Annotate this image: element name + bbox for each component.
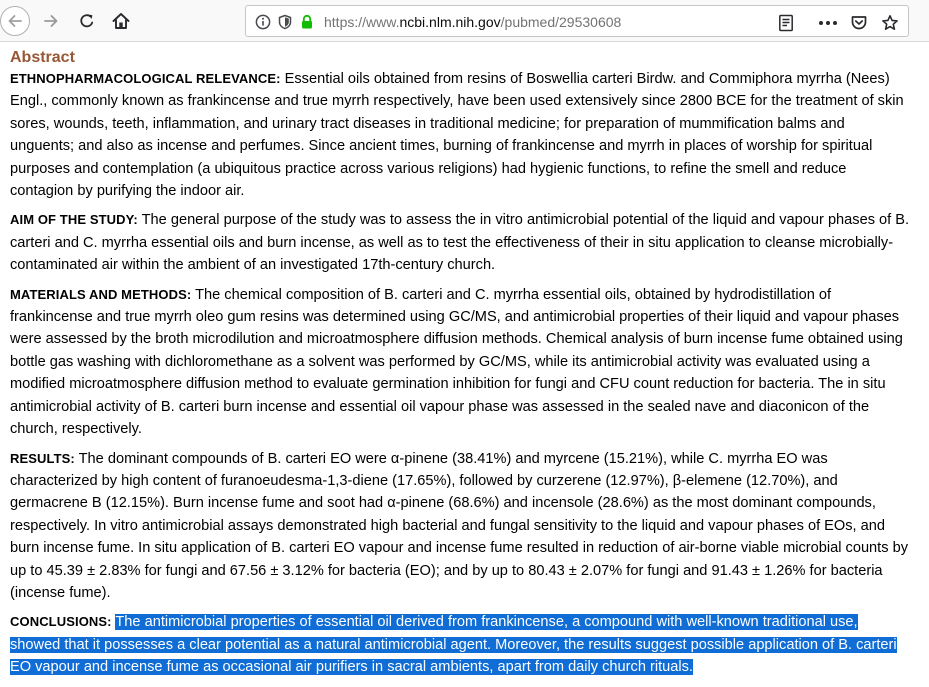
- reader-view-icon: [778, 14, 794, 32]
- section-text: The chemical composition of B. carteri and C. myrrha essential oils, obtained by hydrodistillation of frankincense and true myrrh oleo gum resins was determined using GC/MS, and antimicrobial properties of their liquid and vapour phases were assessed by the broth microdilution and microatmosphere diffusion methods. Chemical analysis of burn incense fume obtained using bottle gas washing with dichloromethane as a solvent was performed by GC/MS, while its antimicrobial activity was evaluated using a modified microatmosphere diffusion method to evaluate germination inhibition for fungi and CFU count reduction for bacteria. The in situ antimicrobial activity of B. carteri burn incense and essential oil vapour phase was assessed in the sealed nave and diaconicon of the church, respectively.: [10, 286, 903, 438]
- section-text: The dominant compounds of B. carteri EO were α-pinene (38.41%) and myrcene (15.21%), while C. myrrha EO was characterized by high content of furanoeudesma-1,3-diene (17.65%), followed by curzerene (12.97%), β-elemene (12.70%), and germacrene B (12.15%). Burn incense fume and soot had α-pinene (68.6%) and incensole (28.6%) as the most dominant compounds, respectively. In vitro antimicrobial assays demonstrated high bacterial and fungal sensitivity to the liquid and vapour phases of EOs, and burn incense fume. In situ application of B. carteri EO vapour and incense fume resulted in reduction of air-borne viable microbial counts by up to 45.39 ± 2.83% for fungi and 67.56 ± 3.12% for bacteria (EO); and by up to 80.43 ± 2.07% for fungi and 91.43 ± 1.26% for bacteria (incense fume).: [10, 450, 908, 601]
- abstract-section-methods: [10, 284, 910, 441]
- reload-icon: [78, 12, 96, 30]
- abstract-section-relevance: [10, 68, 910, 202]
- shield-icon: [277, 14, 293, 30]
- star-icon: [881, 14, 899, 32]
- section-text: Essential oils obtained from resins of Boswellia carteri Birdw. and Commiphora myrrha (Nees) Engl., commonly known as frankincense and true myrrh respectively, have been used extensively since 2800 BCE for the treatment of skin sores, wounds, teeth, inflammation, and urinary tract diseases in traditional medicine; for preparation of mummification balms and unguents; and also as incense and perfumes. Since ancient times, burning of frankincense and myrrh in places of worship for spiritual purposes and contemplation (a ubiquitous practice across various religions) had hygienic functions, to refine the smell and reduce contagion by purifying the indoor air.: [10, 71, 904, 200]
- section-label: RESULTS:: [10, 450, 75, 466]
- bookmark-button[interactable]: [880, 13, 900, 33]
- pocket-icon: [850, 14, 868, 32]
- section-text: The general purpose of the study was to assess the in vitro antimicrobial potential of the liquid and vapour phases of B. carteri and C. myrrha essential oils and burn incense, as well as to test the effectiveness of their in situ application to cleanse microbially-contaminated air within the ambient of an investigated 17th-century church.: [10, 212, 910, 274]
- abstract-section-results: [10, 448, 910, 605]
- abstract-content: [10, 46, 910, 686]
- url-path: /pubmed/29530608: [500, 14, 622, 30]
- abstract-section-aim: [10, 209, 910, 276]
- forward-button[interactable]: [38, 8, 64, 34]
- reload-button[interactable]: [74, 8, 100, 34]
- address-bar[interactable]: [245, 5, 909, 37]
- forward-arrow-icon: [42, 12, 60, 30]
- section-label: CONCLUSIONS:: [10, 614, 112, 630]
- url-host: ncbi.nlm.nih.gov: [399, 14, 501, 30]
- selected-text[interactable]: The antimicrobial properties of essential oil derived from frankincense, a compound with well-known traditional use, showed that it possesses a clear potential as a natural antimicrobial agent. Moreover, the results suggest possible application of B. carteri EO vapour and incense fume as occasional air purifiers in sacral ambients, apart from daily church rituals.: [10, 614, 897, 676]
- home-icon: [111, 11, 131, 31]
- url-prefix: https://www.: [324, 14, 400, 30]
- abstract-heading: Abstract: [10, 49, 75, 66]
- pocket-button[interactable]: [849, 13, 869, 33]
- lock-icon: [299, 14, 315, 30]
- reader-view-button[interactable]: [776, 13, 796, 33]
- info-icon: [255, 14, 271, 30]
- section-label: AIM OF THE STUDY:: [10, 212, 138, 228]
- home-button[interactable]: [108, 8, 134, 34]
- site-info-button[interactable]: [254, 13, 272, 31]
- secure-connection-indicator[interactable]: [298, 13, 316, 31]
- section-label: ETHNOPHARMACOLOGICAL RELEVANCE:: [10, 71, 281, 86]
- browser-toolbar: [0, 0, 929, 42]
- page-actions-button[interactable]: [818, 13, 838, 33]
- more-dots-icon: [818, 19, 838, 27]
- back-arrow-icon: [6, 12, 24, 30]
- url-text[interactable]: [324, 14, 621, 30]
- back-button[interactable]: [0, 6, 30, 36]
- tracking-protection-button[interactable]: [276, 13, 294, 31]
- abstract-section-conclusions: [10, 611, 910, 678]
- section-label: MATERIALS AND METHODS:: [10, 286, 192, 302]
